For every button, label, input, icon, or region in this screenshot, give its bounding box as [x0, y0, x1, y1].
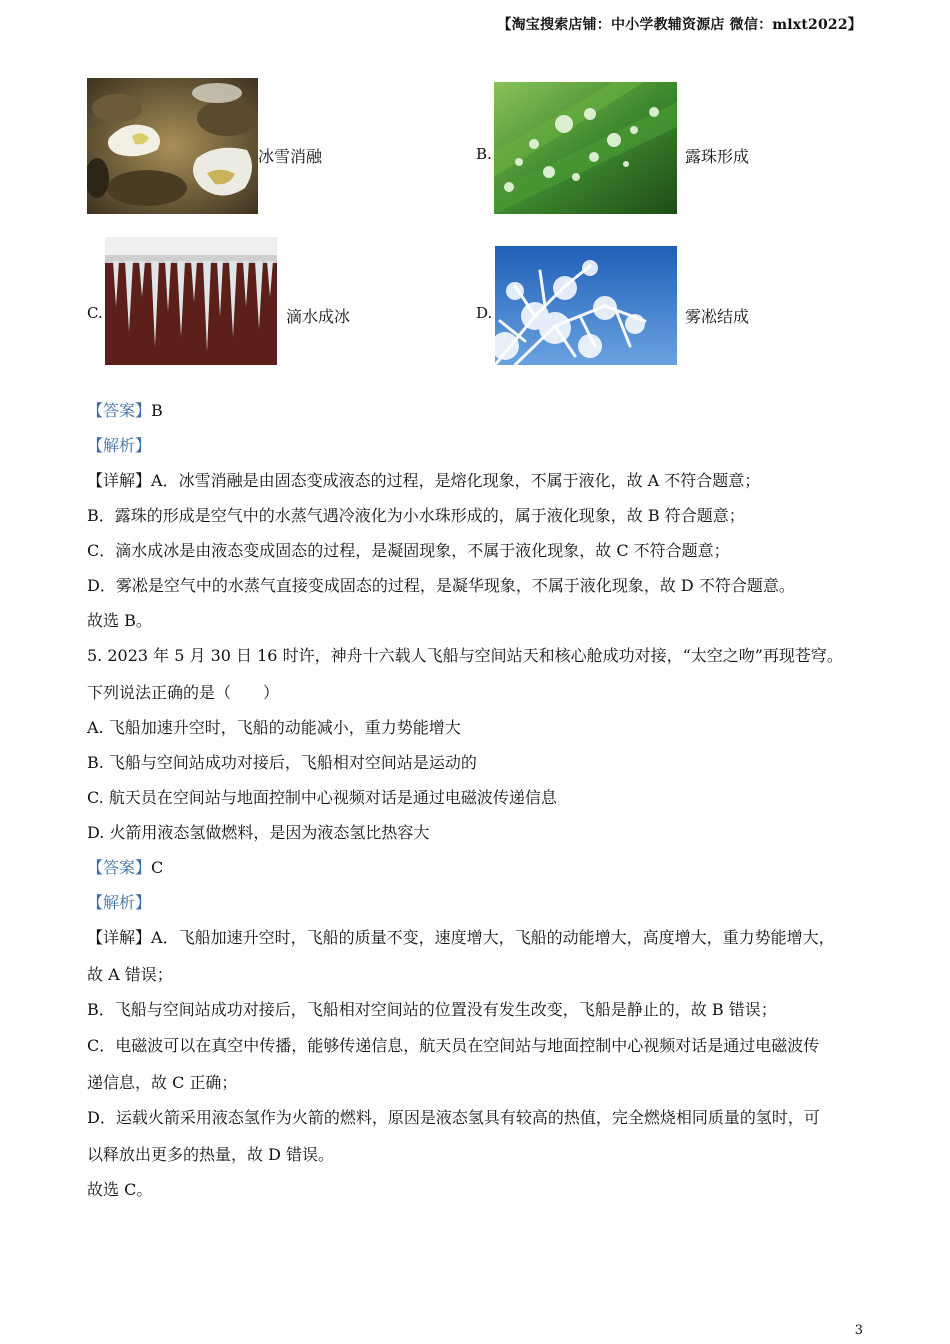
q5-answer — [87, 858, 163, 878]
q5-detail-line: 以释放出更多的热量，故 D 错误。 — [87, 1145, 335, 1164]
rime-image — [495, 246, 677, 365]
option-c-text: 滴水成冰 — [286, 307, 351, 326]
detail-tag: 【详解】 — [87, 471, 152, 490]
answer-tag: 【答案】 — [87, 401, 152, 420]
q5-conclusion: 故选 C。 — [87, 1180, 153, 1199]
q4-detail-line: C．滴水成冰是由液态变成固态的过程，是凝固现象，不属于液化现象，故 C 不符合题意； — [87, 541, 730, 560]
icicles-image — [105, 237, 277, 365]
answer-value: C — [151, 858, 164, 877]
option-c-letter: C. — [87, 304, 103, 322]
q4-conclusion: 故选 B。 — [87, 611, 152, 630]
option-d-letter: D. — [476, 304, 493, 322]
detail-tag: 【详解】 — [87, 928, 152, 947]
page-number: 3 — [854, 1323, 863, 1338]
q5-stem: 下列说法正确的是（ ） — [87, 683, 280, 702]
detail-text: A．飞船加速升空时，飞船的质量不变，速度增大，飞船的动能增大，高度增大，重力势能增大， — [151, 928, 835, 947]
q4-detail-line: B．露珠的形成是空气中的水蒸气遇冷液化为小水珠形成的，属于液化现象，故 B 符合题意； — [87, 506, 745, 525]
page-header: 【淘宝搜索店铺：中小学教辅资源店 微信：mlxt2022】 — [497, 17, 862, 33]
answer-value: B — [151, 401, 163, 420]
q5-detail-line — [87, 928, 835, 948]
q5-option-b: B. 飞船与空间站成功对接后，飞船相对空间站是运动的 — [87, 753, 477, 772]
q4-detail-line: D．雾凇是空气中的水蒸气直接变成固态的过程，是凝华现象，不属于液化现象，故 D 不符合题意。 — [87, 576, 795, 595]
q4-analysis-tag: 【解析】 — [87, 436, 152, 455]
option-b-text: 露珠形成 — [685, 147, 750, 166]
q4-detail-line — [87, 471, 760, 491]
dew-drops-image — [494, 82, 677, 214]
answer-tag: 【答案】 — [87, 858, 152, 877]
option-b-letter: B. — [476, 145, 492, 163]
q5-detail-line: 故 A 错误； — [87, 965, 173, 984]
detail-text: A．冰雪消融是由固态变成液态的过程，是熔化现象，不属于液化，故 A 不符合题意； — [151, 471, 761, 490]
q5-stem: 5. 2023 年 5 月 30 日 16 时许，神舟十六载人飞船与空间站天和核心舱成功对接，“太空之吻”再现苍穹。 — [87, 646, 843, 665]
q5-detail-line: B．飞船与空间站成功对接后，飞船相对空间站的位置没有发生改变，飞船是静止的，故 B 错误； — [87, 1000, 777, 1019]
q5-option-d: D. 火箭用液态氢做燃料，是因为液态氢比热容大 — [87, 823, 430, 842]
ice-melting-image — [87, 78, 258, 214]
option-a-text: 冰雪消融 — [258, 147, 323, 166]
option-d-text: 雾凇结成 — [685, 307, 750, 326]
q5-option-a: A. 飞船加速升空时，飞船的动能减小，重力势能增大 — [87, 718, 461, 737]
q5-detail-line: D．运载火箭采用液态氢作为火箭的燃料，原因是液态氢具有较高的热值，完全燃烧相同质量的氢时，可 — [87, 1108, 820, 1127]
q5-option-c: C. 航天员在空间站与地面控制中心视频对话是通过电磁波传递信息 — [87, 788, 557, 807]
q5-detail-line: 递信息，故 C 正确； — [87, 1073, 238, 1092]
q4-answer — [87, 401, 163, 421]
q5-detail-line: C．电磁波可以在真空中传播，能够传递信息，航天员在空间站与地面控制中心视频对话是通过电磁波传 — [87, 1036, 820, 1055]
q5-analysis-tag: 【解析】 — [87, 893, 152, 912]
